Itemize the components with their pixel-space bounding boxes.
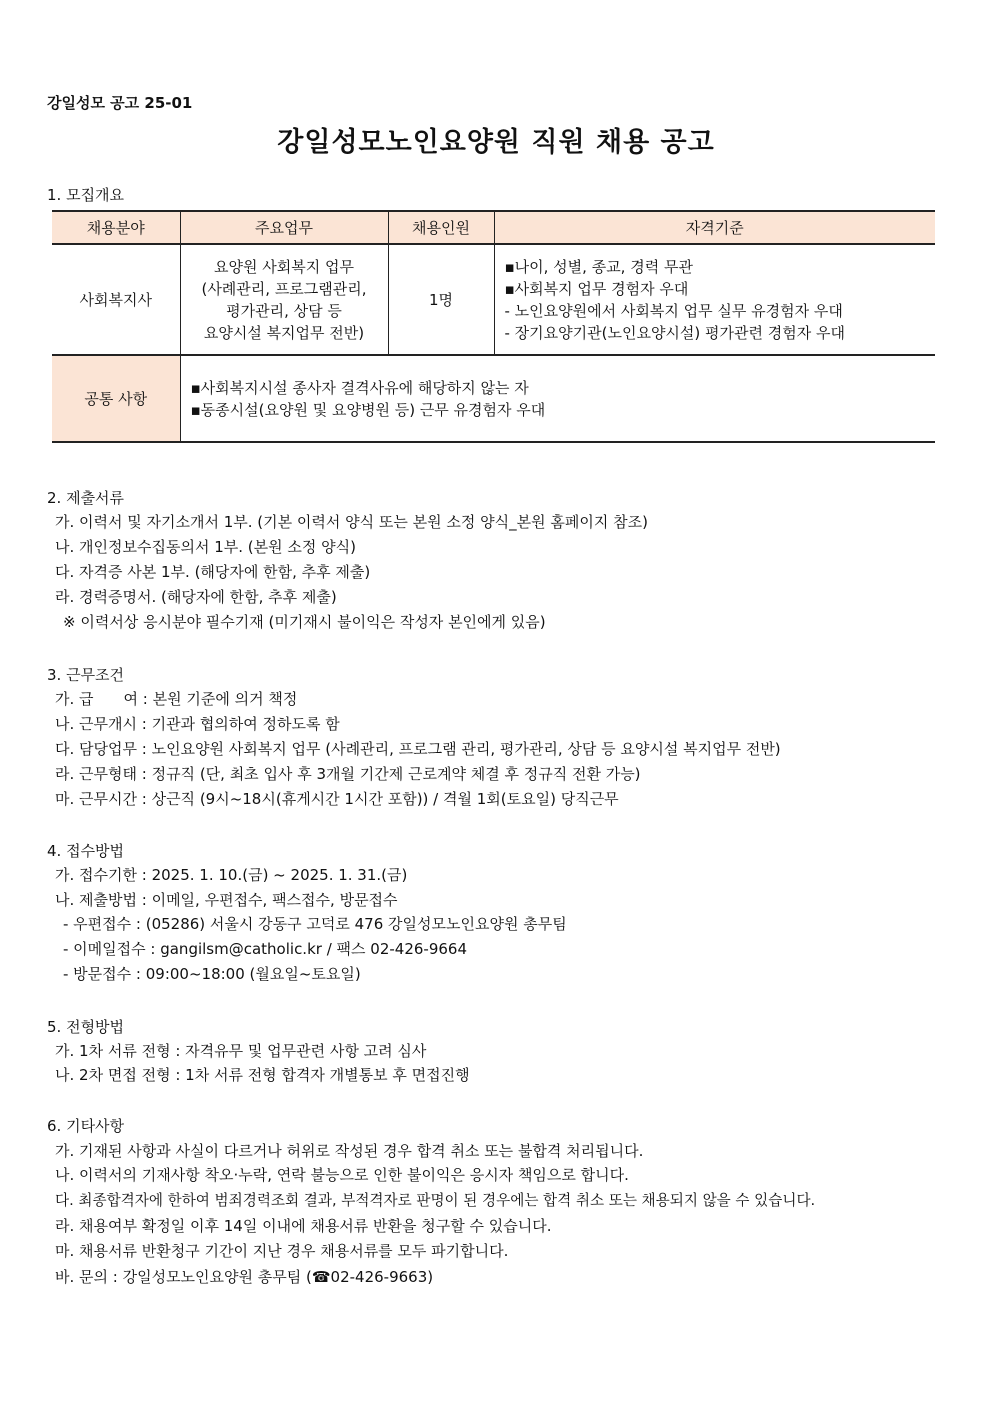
qualification-line: - 장기요양기관(노인요양시설) 평가관련 경험자 우대 bbox=[504, 323, 845, 342]
list-item: 가. 급 여 : 본원 기준에 의거 책정 bbox=[55, 690, 298, 708]
list-item: 마. 채용서류 반환청구 기간이 지난 경우 채용서류를 모두 파기합니다. bbox=[55, 1242, 509, 1260]
list-item: 마. 근무시간 : 상근직 (9시~18시(휴게시간 1시간 포함)) / 격월 1회(토요일) 당직근무 bbox=[55, 790, 619, 808]
list-item: 나. 2차 면접 전형 : 1차 서류 전형 합격자 개별통보 후 면접진행 bbox=[55, 1066, 470, 1084]
note-item: ※ 이력서상 응시분야 필수기재 (미기재시 불이익은 작성자 본인에게 있음) bbox=[63, 613, 546, 631]
notice-number: 강일성모 공고 25-01 bbox=[47, 94, 193, 112]
table-header-cell: 채용분야 bbox=[52, 211, 180, 244]
sub-item: - 방문접수 : 09:00~18:00 (월요일~토요일) bbox=[63, 965, 361, 983]
qualifications-cell bbox=[494, 244, 935, 355]
section-heading-conditions: 3. 근무조건 bbox=[47, 666, 125, 684]
qualification-line: - 노인요양원에서 사회복지 업무 실무 유경험자 우대 bbox=[504, 301, 843, 320]
list-item: 가. 1차 서류 전형 : 자격유무 및 업무관련 사항 고려 심사 bbox=[55, 1042, 427, 1060]
list-item: 라. 채용여부 확정일 이후 14일 이내에 채용서류 반환을 청구할 수 있습니다. bbox=[55, 1217, 552, 1235]
field-cell: 사회복지사 bbox=[52, 244, 180, 355]
table-header-cell: 자격기준 bbox=[494, 211, 935, 244]
list-item: 나. 제출방법 : 이메일, 우편접수, 팩스접수, 방문접수 bbox=[55, 891, 398, 909]
common-items-cell bbox=[180, 355, 935, 442]
table-row bbox=[52, 244, 935, 355]
sub-item: - 우편접수 : (05286) 서울시 강동구 고덕로 476 강일성모노인요양원 총무팀 bbox=[63, 915, 567, 933]
duties-line: (사례관리, 프로그램관리, bbox=[201, 279, 367, 298]
list-item: 가. 기재된 사항과 사실이 다르거나 허위로 작성된 경우 합격 취소 또는 불합격 처리됩니다. bbox=[55, 1142, 644, 1160]
list-item: 다. 최종합격자에 한하여 범죄경력조회 결과, 부적격자로 판명이 된 경우에는 합격 취소 또는 채용되지 않을 수 있습니다. bbox=[55, 1192, 816, 1209]
table-row bbox=[52, 355, 935, 442]
duties-cell bbox=[180, 244, 388, 355]
common-item-line: ▪사회복지시설 종사자 결격사유에 해당하지 않는 자 bbox=[190, 378, 529, 397]
list-item: 라. 근무형태 : 정규직 (단, 최초 입사 후 3개월 기간제 근로계약 체결 후 정규직 전환 가능) bbox=[55, 765, 641, 783]
section-heading-selection: 5. 전형방법 bbox=[47, 1018, 125, 1036]
list-item: 다. 담당업무 : 노인요양원 사회복지 업무 (사례관리, 프로그램 관리, 평가관리, 상담 등 요양시설 복지업무 전반) bbox=[55, 740, 781, 758]
table-header-row bbox=[52, 211, 935, 244]
page-title: 강일성모노인요양원 직원 채용 공고 bbox=[277, 127, 715, 158]
list-item: 나. 이력서의 기재사항 착오·누락, 연락 불능으로 인한 불이익은 응시자 책임으로 합니다. bbox=[55, 1166, 629, 1184]
table-header-cell: 채용인원 bbox=[388, 211, 494, 244]
list-item: 가. 접수기한 : 2025. 1. 10.(금) ~ 2025. 1. 31.(금) bbox=[55, 866, 408, 884]
list-item: 나. 근무개시 : 기관과 협의하여 정하도록 함 bbox=[55, 715, 340, 733]
common-label-cell: 공통 사항 bbox=[52, 355, 180, 442]
duties-line: 요양원 사회복지 업무 bbox=[214, 257, 354, 276]
contact-item: 바. 문의 : 강일성모노인요양원 총무팀 (☎02-426-9663) bbox=[55, 1268, 434, 1286]
recruit-table bbox=[52, 210, 935, 443]
table-header-cell: 주요업무 bbox=[180, 211, 388, 244]
section-heading-documents: 2. 제출서류 bbox=[47, 489, 125, 507]
count-cell: 1명 bbox=[388, 244, 494, 355]
common-item-line: ▪동종시설(요양원 및 요양병원 등) 근무 유경험자 우대 bbox=[190, 400, 546, 419]
section-heading-application: 4. 접수방법 bbox=[47, 842, 125, 860]
section-heading-overview: 1. 모집개요 bbox=[47, 186, 125, 204]
list-item: 나. 개인정보수집동의서 1부. (본원 소정 양식) bbox=[55, 538, 356, 556]
list-item: 다. 자격증 사본 1부. (해당자에 한함, 추후 제출) bbox=[55, 563, 371, 581]
duties-line: 평가관리, 상담 등 bbox=[226, 301, 342, 320]
qualification-line: ▪나이, 성별, 종교, 경력 무관 bbox=[504, 257, 693, 276]
sub-item: - 이메일접수 : gangilsm@catholic.kr / 팩스 02-426-9664 bbox=[63, 940, 467, 958]
duties-line: 요양시설 복지업무 전반) bbox=[203, 323, 365, 342]
list-item: 가. 이력서 및 자기소개서 1부. (기본 이력서 양식 또는 본원 소정 양식_본원 홈페이지 참조) bbox=[55, 513, 648, 531]
qualification-line: ▪사회복지 업무 경험자 우대 bbox=[504, 279, 689, 298]
section-heading-others: 6. 기타사항 bbox=[47, 1117, 125, 1135]
list-item: 라. 경력증명서. (해당자에 한함, 추후 제출) bbox=[55, 588, 337, 606]
